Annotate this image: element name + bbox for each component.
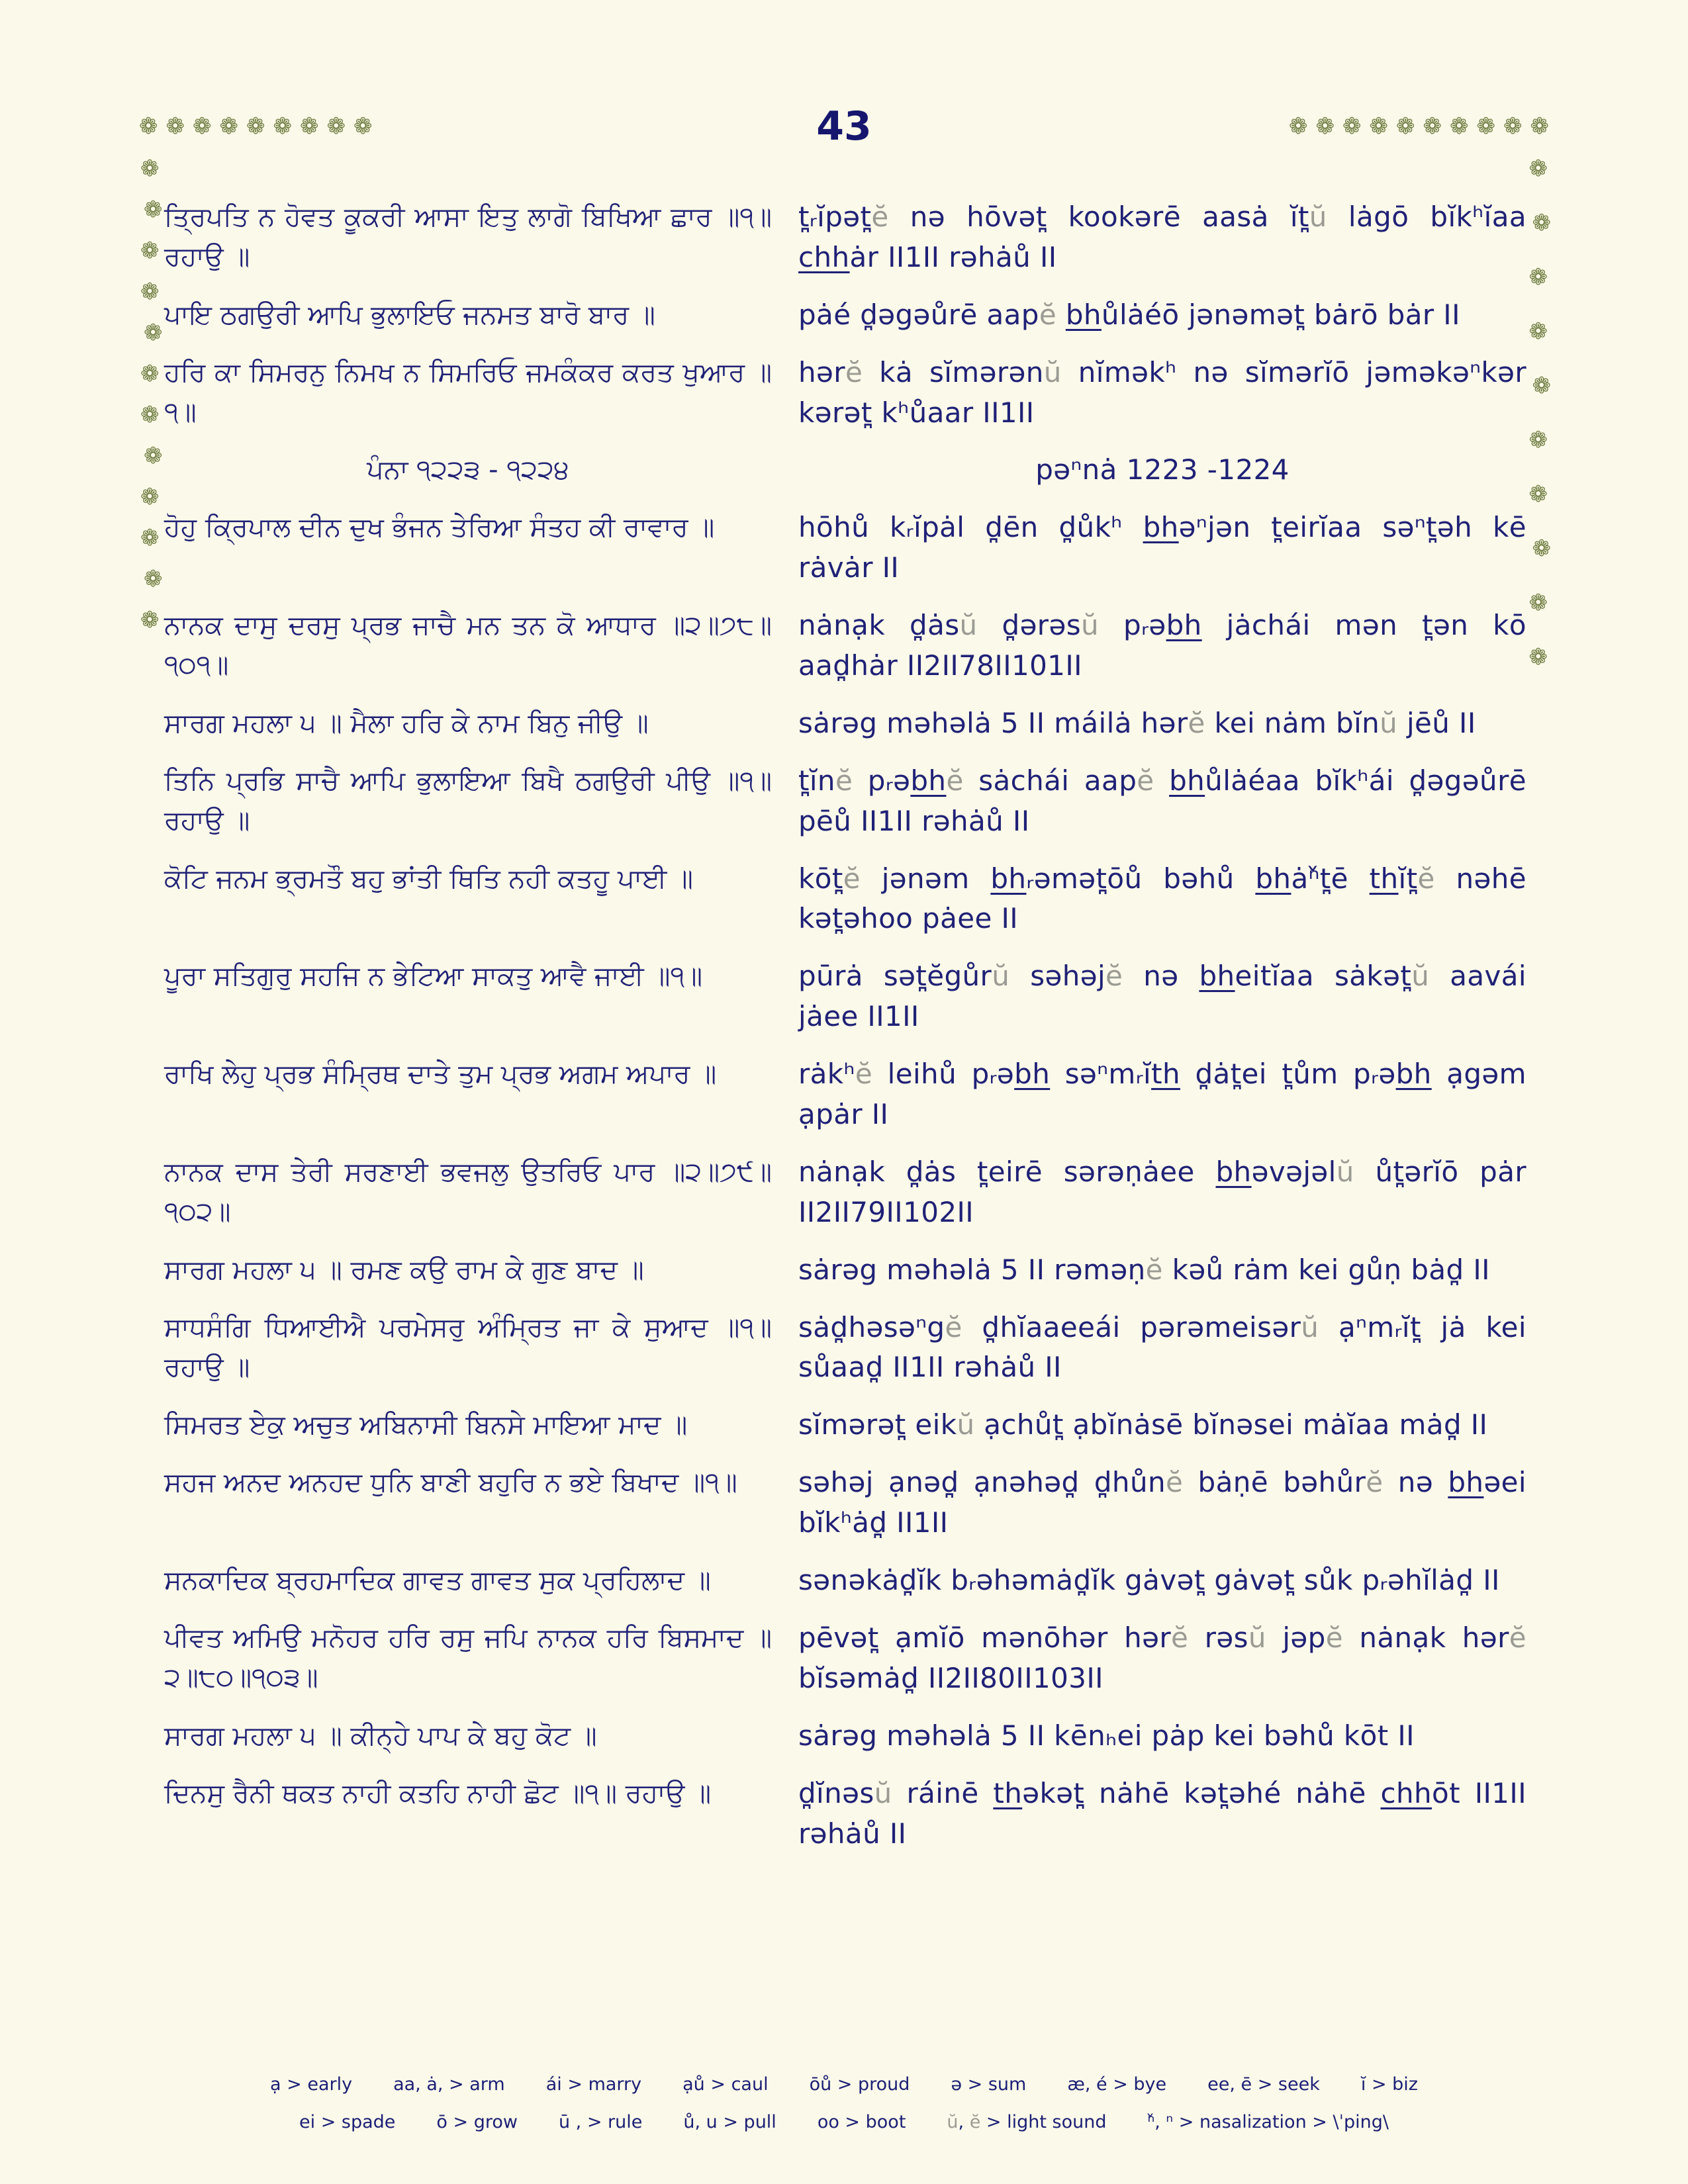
pronunciation-key xyxy=(212,2074,1476,2132)
gurmukhi-line: ਸਾਰਗ ਮਹਲਾ ੫ ॥ ਮੈਲਾ ਹਰਿ ਕੇ ਨਾਮ ਬਿਨੁ ਜੀਉ ॥ xyxy=(164,707,649,739)
pronunciation-key-row-2 xyxy=(212,2112,1476,2132)
page-number: 43 xyxy=(816,103,872,150)
flower-icon: ❁ xyxy=(1530,113,1549,140)
transliteration-line: pūrȧ sət̪ĕgůrŭ səhəjĕ nə bheitĭaa sȧkət̪ŭ aavái jȧee II1II xyxy=(798,960,1526,1033)
pronunciation-key-item: æ, é > bye xyxy=(1067,2074,1167,2095)
transliteration-line: sĭmərət̪ eikŭ ạchůt̪ ạbĭnȧsē bĭnəsei mȧĭaa mȧd̪ II xyxy=(798,1408,1488,1441)
flower-icon: ❁ xyxy=(1532,210,1551,236)
transliteration-line: pəⁿnȧ 1223 -1224 xyxy=(1035,453,1289,486)
gurmukhi-line: ਪਾਇ ਠਗਉਰੀ ਆਪਿ ਭੁਲਾਇਓ ਜਨਮਤ ਬਾਰੋ ਬਾਰ ॥ xyxy=(164,299,655,330)
transliteration-line: kōt̪ĕ jənəm bhᵣəmət̪ōů bəhů bhȧⁿ̌t̪ē thĭt̪ĕ nəhē kət̪əhoo pȧee II xyxy=(798,862,1526,935)
transliteration-line: sȧd̪həsəⁿgĕ d̪hĭaaeeái pərəmeisərŭ ạⁿmᵣĭt̪ jȧ kei sůaad̪ II1II rəhȧů II xyxy=(798,1310,1526,1384)
pronunciation-key-item: ee, ē > seek xyxy=(1207,2074,1320,2095)
pronunciation-key-item: ei > spade xyxy=(299,2112,396,2132)
flower-icon: ❁ xyxy=(140,361,160,387)
flower-border-left xyxy=(140,156,163,633)
transliteration-line: sənəkȧd̪ĭk bᵣəhəmȧd̪ĭk gȧvət̪ gȧvət̪ sůk pᵣəhĭlȧd̪ II xyxy=(798,1564,1500,1597)
flower-icon: ❁ xyxy=(1289,113,1308,140)
gurmukhi-line: ਦਿਨਸੁ ਰੈਨੀ ਥਕਤ ਨਾਹੀ ਕਤਹਿ ਨਾਹੀ ਛੋਟ ॥੧॥ ਰਹਾਉ ॥ xyxy=(164,1778,712,1809)
flower-icon: ❁ xyxy=(144,443,163,469)
flower-icon: ❁ xyxy=(140,484,160,510)
pronunciation-key-item: aa, ȧ, > arm xyxy=(393,2074,505,2095)
flower-icon: ❁ xyxy=(139,113,158,140)
pronunciation-key-item: ə > sum xyxy=(951,2074,1027,2095)
flower-icon: ❁ xyxy=(1450,113,1469,140)
transliteration-line: hərĕ kȧ sĭmərənŭ nĭməkʰ nə sĭmərĭō jəməkəⁿkər kərət̪ kʰůaar II1II xyxy=(798,355,1526,429)
pronunciation-key-item: ōů > proud xyxy=(809,2074,910,2095)
gurmukhi-line: ਸਾਰਗ ਮਹਲਾ ੫ ॥ ਕੀਨ੍ਹੇ ਪਾਪ ਕੇ ਬਹੁ ਕੋਟ ॥ xyxy=(164,1720,597,1751)
flower-icon: ❁ xyxy=(246,113,265,140)
pronunciation-key-item: oo > boot xyxy=(817,2112,906,2132)
gurmukhi-line: ਪੀਵਤ ਅਮਿਉ ਮਨੋਹਰ ਹਰਿ ਰਸੁ ਜਪਿ ਨਾਨਕ ਹਰਿ ਬਿਸਮਾਦ ॥੨॥੮੦॥੧੦੩॥ xyxy=(164,1622,772,1693)
flower-icon: ❁ xyxy=(1396,113,1415,140)
flower-icon: ❁ xyxy=(144,320,163,346)
pronunciation-key-item: ō > grow xyxy=(436,2112,518,2132)
flower-icon: ❁ xyxy=(1528,264,1548,291)
flower-icon: ❁ xyxy=(353,113,373,140)
flower-icon: ❁ xyxy=(144,197,163,223)
gurmukhi-line: ਹੋਹੁ ਕ੍ਰਿਪਾਲ ਦੀਨ ਦੁਖ ਭੰਜਨ ਤੇਰਿਆ ਸੰਤਹ ਕੀ ਰਾਵਾਰ ॥ xyxy=(164,512,715,543)
scripture-two-column-table xyxy=(164,197,1526,1854)
transliteration-line: sȧrəg məhəlȧ 5 II rəməṇĕ kəů rȧm kei gůṇ bȧd̪ II xyxy=(798,1253,1490,1286)
flower-icon: ❁ xyxy=(1503,113,1523,140)
transliteration-line: səhəj ạnəd̪ ạnəhəd̪ d̪hůnĕ bȧṇē bəhůrĕ nə bhəei bĭkʰȧd̪ II1II xyxy=(798,1466,1526,1539)
flower-icon: ❁ xyxy=(1315,113,1335,140)
transliteration-line: sȧrəg məhəlȧ 5 II kēnₕei pȧp kei bəhů kōt II xyxy=(798,1719,1415,1752)
transliteration-line: sȧrəg məhəlȧ 5 II máilȧ hərĕ kei nȧm bĭnŭ jēů II xyxy=(798,706,1476,739)
flower-border-top-right xyxy=(1289,115,1549,138)
pronunciation-key-item: ů, u > pull xyxy=(683,2112,776,2132)
gurmukhi-line: ਸਨਕਾਦਿਕ ਬ੍ਰਹਮਾਦਿਕ ਗਾਵਤ ਗਾਵਤ ਸੁਕ ਪ੍ਰਹਿਲਾਦ ॥ xyxy=(164,1565,711,1596)
flower-icon: ❁ xyxy=(140,525,160,551)
flower-icon: ❁ xyxy=(1476,113,1495,140)
flower-icon: ❁ xyxy=(140,607,160,633)
gurmukhi-line: ਪੂਰਾ ਸਤਿਗੁਰੁ ਸਹਜਿ ਨ ਭੇਟਿਆ ਸਾਕਤੁ ਆਵੈ ਜਾਈ ॥੧॥ xyxy=(164,961,703,992)
gurmukhi-line: ਤਿਨਿ ਪ੍ਰਭਿ ਸਾਚੈ ਆਪਿ ਭੁਲਾਇਆ ਬਿਖੈ ਠਗਉਰੀ ਪੀਉ ॥੧॥ ਰਹਾਉ ॥ xyxy=(164,765,772,836)
flower-icon: ❁ xyxy=(1342,113,1362,140)
pronunciation-key-item: ŭ, ĕ > light sound xyxy=(947,2112,1107,2132)
transliteration-line: t̪ᵣĭpət̪ĕ nə hōvət̪ kookərē aasȧ ĭt̪ŭ lȧgō bĭkʰĭaa chhȧr II1II rəhȧů II xyxy=(798,201,1526,273)
transliteration-line: nȧnạk d̪ȧs t̪eirē sərəṇȧee bhəvəjəlŭ ůt̪ərĭō pȧr II2II79II102II xyxy=(798,1155,1526,1228)
flower-icon: ❁ xyxy=(300,113,319,140)
gurmukhi-line: ਕੋਟਿ ਜਨਮ ਭ੍ਰਮਤੌ ਬਹੁ ਭਾਂਤੀ ਥਿਤਿ ਨਹੀ ਕਤਹੂ ਪਾਈ ॥ xyxy=(164,863,693,894)
flower-icon: ❁ xyxy=(140,238,160,264)
pronunciation-key-item: ĭ > biz xyxy=(1360,2074,1418,2095)
flower-icon: ❁ xyxy=(1423,113,1442,140)
flower-icon: ❁ xyxy=(1369,113,1388,140)
flower-icon: ❁ xyxy=(144,566,163,592)
transliteration-line: d̪ĭnəsŭ ráinē thəkət̪ nȧhē kət̪əhé nȧhē chhōt II1II rəhȧů II xyxy=(798,1776,1527,1850)
gurmukhi-line: ਨਾਨਕ ਦਾਸੁ ਦਰਸੁ ਪ੍ਰਭ ਜਾਚੈ ਮਨ ਤਨ ਕੋ ਆਧਾਰ ॥੨॥੭੮॥੧੦੧॥ xyxy=(164,610,772,681)
flower-border-top-left xyxy=(139,115,373,138)
flower-icon: ❁ xyxy=(1528,644,1548,670)
transliteration-line: nȧnạk d̪ȧsŭ d̪ərəsŭ pᵣəbh jȧchái mən t̪ən kō aad̪hȧr II2II78II101II xyxy=(798,609,1526,682)
transliteration-line: t̪ĭnĕ pᵣəbhĕ sȧchái aapĕ bhůlȧéaa bĭkʰái d̪əgəůrē pēů II1II rəhȧů II xyxy=(798,764,1526,837)
flower-icon: ❁ xyxy=(165,113,185,140)
flower-icon: ❁ xyxy=(1528,590,1548,616)
flower-icon: ❁ xyxy=(1528,427,1548,453)
flower-icon: ❁ xyxy=(1532,535,1551,562)
flower-icon: ❁ xyxy=(193,113,212,140)
pronunciation-key-item: ạů > caul xyxy=(682,2074,769,2095)
flower-icon: ❁ xyxy=(1528,318,1548,345)
transliteration-line: pȧé d̪əgəůrē aapĕ bhůlȧéō jənəmət̪ bȧrō bȧr II xyxy=(798,298,1460,331)
flower-icon: ❁ xyxy=(1532,373,1551,399)
pronunciation-key-row-1 xyxy=(212,2074,1476,2095)
flower-border-right xyxy=(1528,156,1551,670)
flower-icon: ❁ xyxy=(219,113,238,140)
transliteration-line: pēvət̪ ạmĭō mənōhər hərĕ rəsŭ jəpĕ nȧnạk hərĕ bĭsəmȧd̪ II2II80II103II xyxy=(798,1621,1526,1694)
pronunciation-key-item: ái > marry xyxy=(545,2074,642,2095)
flower-icon: ❁ xyxy=(140,156,160,182)
gurmukhi-line: ਹਰਿ ਕਾ ਸਿਮਰਨੁ ਨਿਮਖ ਨ ਸਿਮਰਿਓ ਜਮਕੰਕਰ ਕਰਤ ਖੁਆਰ ॥੧॥ xyxy=(164,357,772,428)
gurmukhi-line: ਸਾਰਗ ਮਹਲਾ ੫ ॥ ਰਮਣ ਕਉ ਰਾਮ ਕੇ ਗੁਣ ਬਾਦ ॥ xyxy=(164,1254,644,1285)
gurmukhi-line: ਸਾਧਸੰਗਿ ਧਿਆਈਐ ਪਰਮੇਸਰੁ ਅੰਮ੍ਰਿਤ ਜਾ ਕੇ ਸੁਆਦ ॥੧॥ ਰਹਾਉ ॥ xyxy=(164,1312,772,1383)
gurmukhi-line: ਰਾਖਿ ਲੇਹੁ ਪ੍ਰਭ ਸੰਮ੍ਰਿਥ ਦਾਤੇ ਤੁਮ ਪ੍ਰਭ ਅਗਮ ਅਪਾਰ ॥ xyxy=(164,1059,717,1090)
flower-icon: ❁ xyxy=(273,113,292,140)
gurmukhi-line: ਸਿਮਰਤ ਏਕੁ ਅਚੁਤ ਅਬਿਨਾਸੀ ਬਿਨਸੇ ਮਾਇਆ ਮਾਦ ॥ xyxy=(164,1410,688,1441)
flower-icon: ❁ xyxy=(326,113,346,140)
pronunciation-key-item: ū , > rule xyxy=(558,2112,643,2132)
gurmukhi-line: ਨਾਨਕ ਦਾਸ ਤੇਰੀ ਸਰਣਾਈ ਭਵਜਲੁ ਉਤਰਿਓ ਪਾਰ ॥੨॥੭੯॥੧੦੨॥ xyxy=(164,1156,772,1227)
flower-icon: ❁ xyxy=(1528,481,1548,508)
gurmukhi-line: ਪੰਨਾ ੧੨੨੩ - ੧੨੨੪ xyxy=(367,455,569,486)
transliteration-line: rȧkʰĕ leihů pᵣəbh səⁿmᵣĭth d̪ȧt̪ei t̪ům pᵣəbh ạgəm ạpȧr II xyxy=(798,1058,1526,1131)
gurmukhi-line: ਤ੍ਰਿਪਤਿ ਨ ਹੋਵਤ ਕੂਕਰੀ ਆਸਾ ਇਤੁ ਲਾਗੋ ਬਿਖਿਆ ਛਾਰ ॥੧॥ ਰਹਾਉ ॥ xyxy=(164,202,772,272)
flower-icon: ❁ xyxy=(1528,156,1548,182)
flower-icon: ❁ xyxy=(140,402,160,428)
pronunciation-key-item: ạ > early xyxy=(270,2074,353,2095)
gurmukhi-line: ਸਹਜ ਅਨਦ ਅਨਹਦ ਧੁਨਿ ਬਾਣੀ ਬਹੁਰਿ ਨ ਭਏ ਬਿਖਾਦ ॥੧॥ xyxy=(164,1467,737,1498)
pronunciation-key-item: ⁿ̌, ⁿ > nasalization > \ˈping\ xyxy=(1147,2112,1389,2132)
transliteration-line: hōhů kᵣĭpȧl d̪ēn d̪ůkʰ bhəⁿjən t̪eirĭaa səⁿt̪əh kē rȧvȧr II xyxy=(798,511,1527,584)
flower-icon: ❁ xyxy=(140,279,160,305)
